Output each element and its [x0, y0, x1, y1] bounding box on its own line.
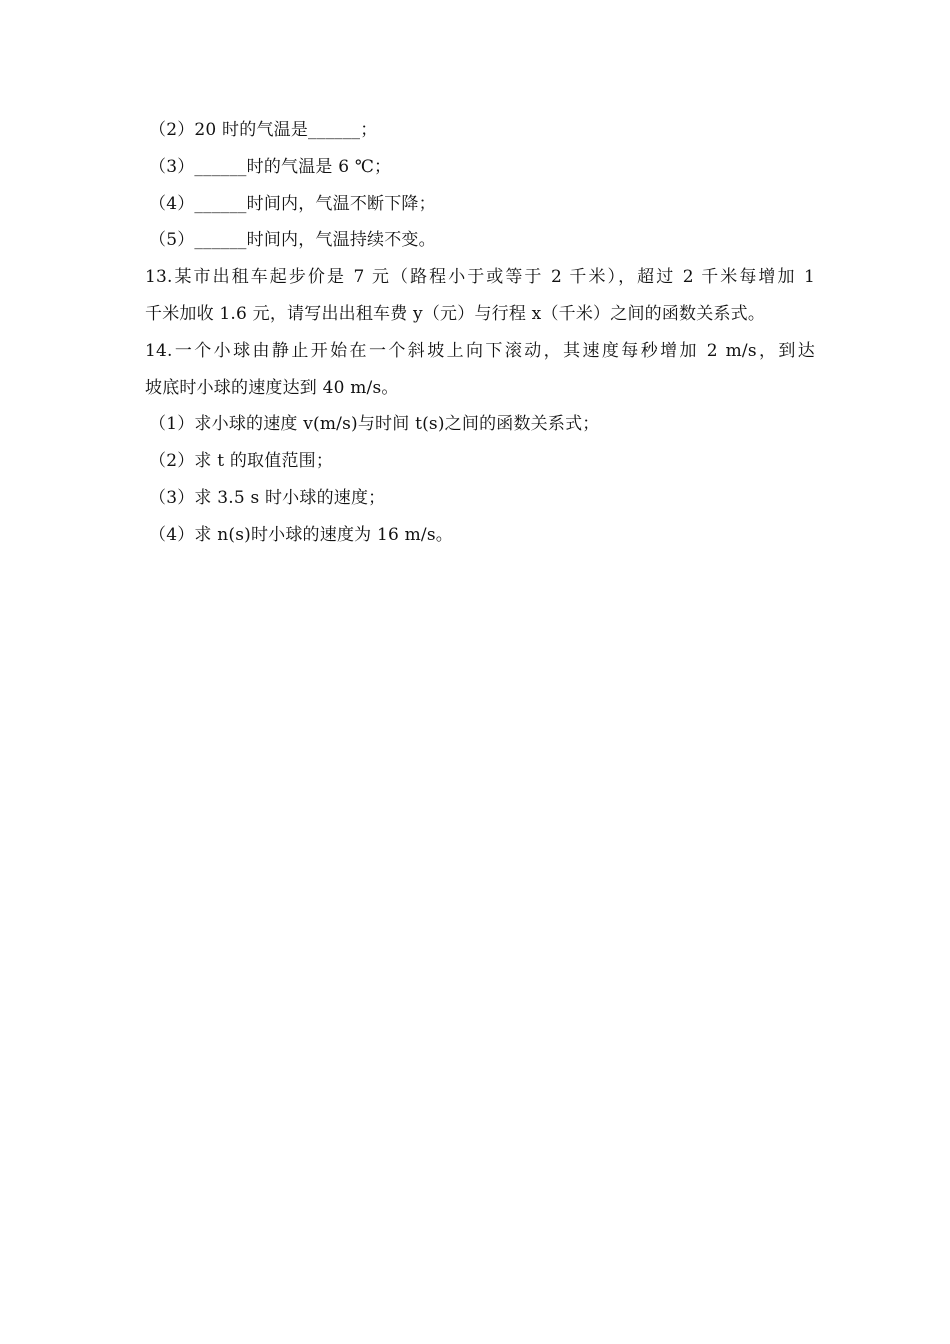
q13-text-line-1: 13.某市出租车起步价是 7 元（路程小于或等于 2 千米），超过 2 千米每增加 1 [145, 267, 815, 288]
q14-part-3: （3）求 3.5 s 时小球的速度； [149, 487, 386, 508]
q13-text-line-2: 千米加收 1.6 元，请写出出租车费 y（元）与行程 x（千米）之间的函数关系式。 [145, 303, 766, 324]
q14-part-2: （2）求 t 的取值范围； [149, 451, 334, 472]
q12-part-3: （3）______时的气温是 6 ℃； [149, 156, 392, 177]
q12-part-5: （5）______时间内，气温持续不变。 [149, 230, 436, 251]
q12-part-4: （4）______时间内，气温不断下降； [149, 193, 436, 214]
q14-text-line-1: 14.一个小球由静止开始在一个斜坡上向下滚动，其速度每秒增加 2 m/s，到达 [145, 340, 815, 361]
question-text-block [145, 112, 815, 554]
q14-part-1: （1）求小球的速度 v(m/s)与时间 t(s)之间的函数关系式； [149, 414, 600, 435]
q12-part-2: （2）20 时的气温是______； [149, 120, 378, 140]
q14-part-4: （4）求 n(s)时小球的速度为 16 m/s。 [149, 524, 453, 545]
q14-text-line-2: 坡底时小球的速度达到 40 m/s。 [145, 377, 399, 398]
